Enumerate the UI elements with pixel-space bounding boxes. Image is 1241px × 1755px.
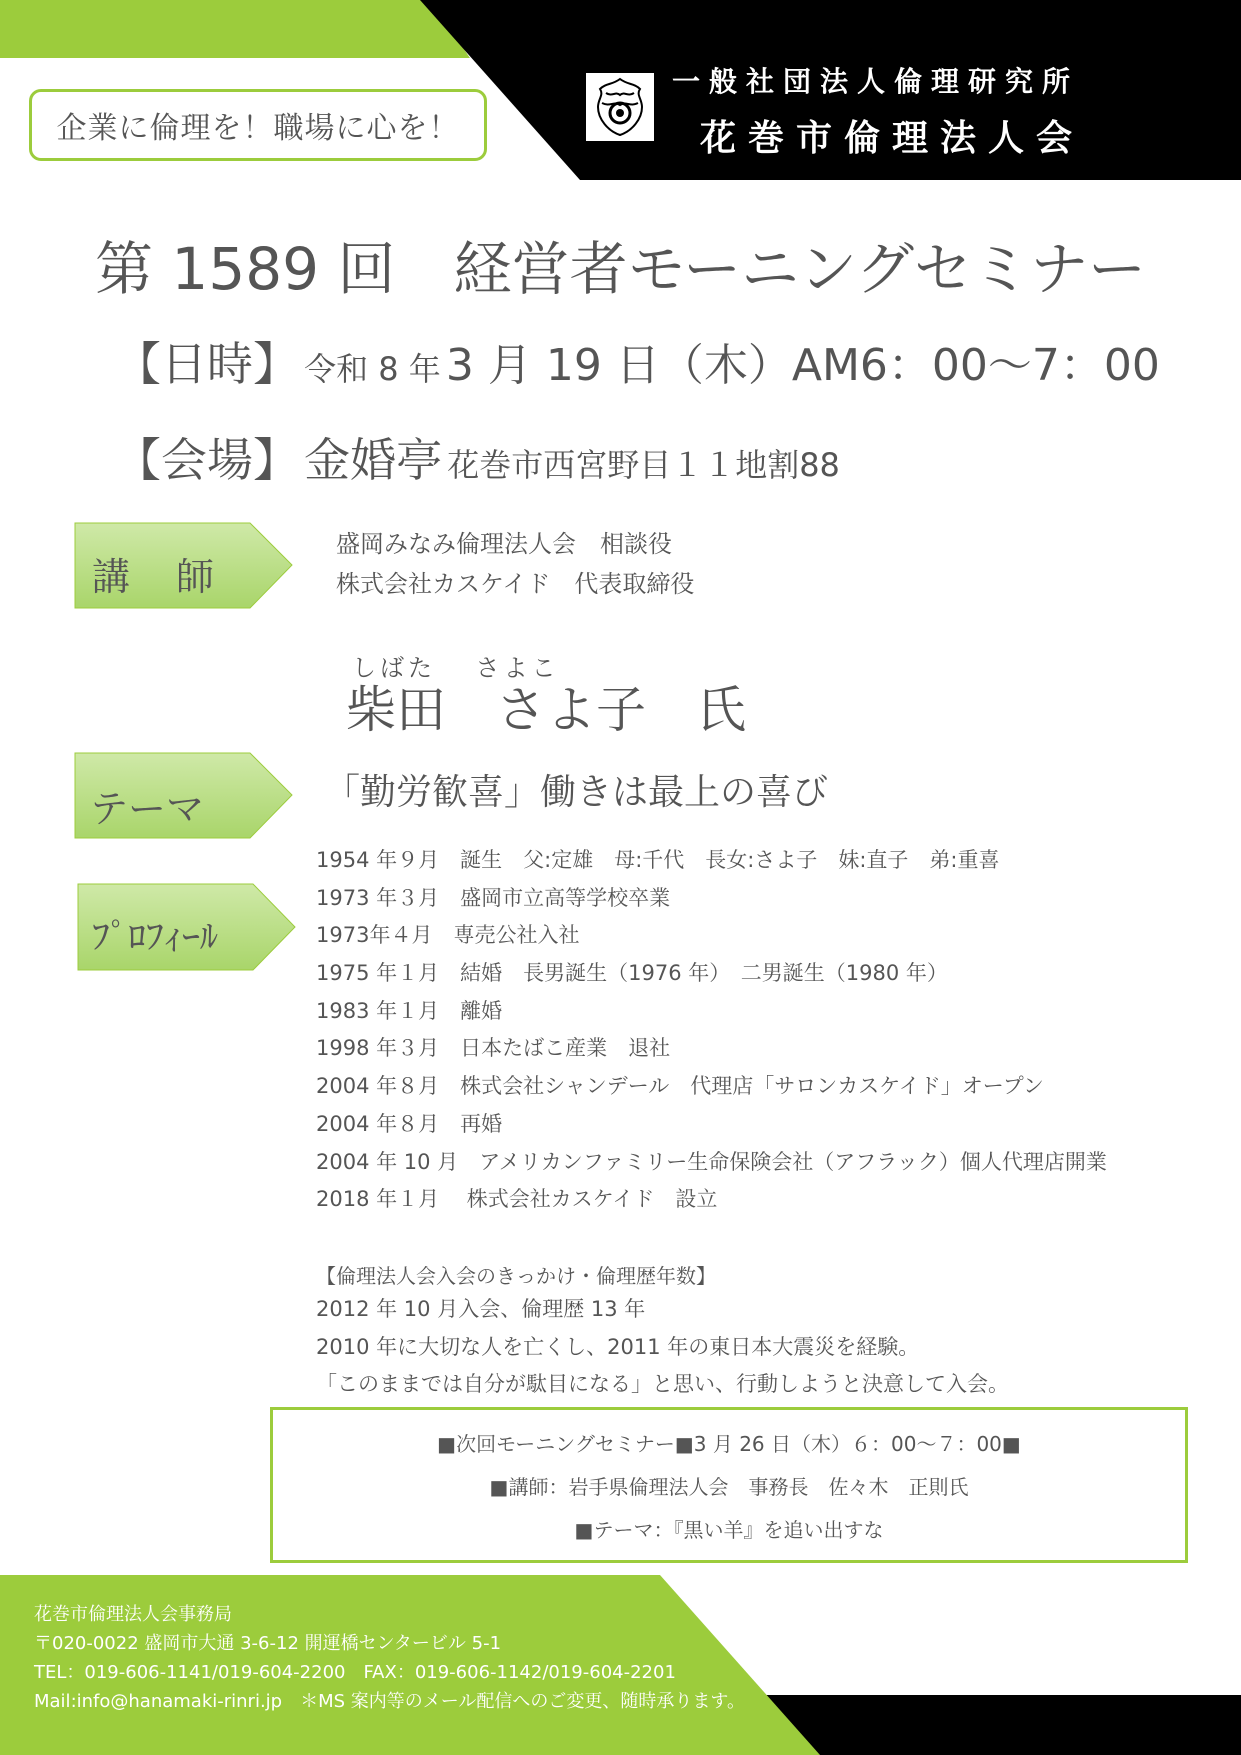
datetime-era: 令和 8 年 <box>304 350 441 388</box>
speaker-name: 柴田 さよ子 氏 <box>346 681 746 739</box>
header-green-band <box>0 0 470 58</box>
footer-address: 〒020-0022 盛岡市大通 3-6-12 開運橋センタービル 5-1 <box>34 1633 502 1654</box>
venue-label: 【会場】 <box>115 433 299 487</box>
profile-item: 1975 年１月 結婚 長男誕生（1976 年） 二男誕生（1980 年） <box>316 961 948 986</box>
membership-note-line: 「このままでは自分が駄目になる」と思い、行動しようと決意して入会。 <box>316 1372 1009 1396</box>
theme-text: 「勤労歓喜」働きは最上の喜び <box>324 772 829 813</box>
organization-subtitle: 一般社団法人倫理研究所 <box>672 65 1080 98</box>
profile-list <box>316 842 1107 1219</box>
profile-item: 1973年４月 専売公社入社 <box>316 923 580 948</box>
footer-phone: TEL：019-606-1141/019-604-2200 FAX：019-606-1142/019-604-2201 <box>34 1662 676 1683</box>
profile-item: 2004 年８月 再婚 <box>316 1111 503 1136</box>
slogan-text: 企業に倫理を！職場に心を！ <box>56 111 460 146</box>
datetime-label: 【日時】 <box>115 337 299 391</box>
profile-item: 2018 年１月 株式会社カスケイド 設立 <box>316 1187 718 1212</box>
speaker-name-ruby: しばた さよこ <box>352 654 560 682</box>
slogan-box <box>29 89 487 161</box>
organization-name: 花巻市倫理法人会 <box>700 118 1085 159</box>
next-seminar-theme: ■テーマ：『黒い羊』を追い出すな <box>574 1517 884 1542</box>
profile-item: 1998 年３月 日本たばこ産業 退社 <box>316 1036 671 1061</box>
venue-address: 花巻市西宮野目１１地割88 <box>447 446 840 484</box>
speaker-tag-label: 講 師 <box>92 555 219 599</box>
footer-mail: Mail:info@hanamaki-rinri.jp ＊MS 案内等のメール配信へのご変更、随時承ります。 <box>34 1691 745 1712</box>
next-seminar-speaker: ■講師：岩手県倫理法人会 事務長 佐々木 正則氏 <box>489 1474 969 1499</box>
footer-office: 花巻市倫理法人会事務局 <box>34 1604 232 1625</box>
next-seminar-date: ■次回モーニングセミナー■3 月 26 日（木）６：00～７：00■ <box>437 1431 1021 1456</box>
next-seminar-box <box>270 1407 1188 1563</box>
speaker-title-2: 株式会社カスケイド 代表取締役 <box>336 570 695 598</box>
theme-tag-label: テーマ <box>90 787 205 831</box>
profile-tag-label: ﾌﾟﾛﾌｨｰﾙ <box>92 917 218 958</box>
venue-row <box>115 424 840 490</box>
profile-item: 2004 年８月 株式会社シャンデール 代理店「サロンカスケイド」オープン <box>316 1074 1044 1099</box>
venue-name: 金婚亭 <box>304 433 443 487</box>
datetime-row <box>115 328 1160 394</box>
profile-item: 1973 年３月 盛岡市立高等学校卒業 <box>316 885 671 910</box>
membership-note-line: 2010 年に大切な人を亡くし、2011 年の東日本大震災を経験。 <box>316 1334 920 1359</box>
membership-note-line: 2012 年 10 月入会、倫理歴 13 年 <box>316 1297 646 1321</box>
datetime-value: 3 月 19 日（木）AM6：00～7：00 <box>445 340 1160 391</box>
page-title: 第 1589 回 経営者モーニングセミナー <box>95 235 1146 303</box>
membership-notes <box>316 1291 1009 1404</box>
speaker-title-1: 盛岡みなみ倫理法人会 相談役 <box>336 530 672 558</box>
emblem-logo-icon <box>586 73 654 141</box>
profile-item: 2004 年 10 月 アメリカンファミリー生命保険会社（アフラック）個人代理店開業 <box>316 1149 1107 1174</box>
membership-heading: 【倫理法人会入会のきっかけ・倫理歴年数】 <box>316 1264 716 1288</box>
footer-contact <box>34 1600 745 1716</box>
profile-item: 1983 年１月 離婚 <box>316 998 503 1023</box>
profile-item: 1954 年９月 誕生 父:定雄 母:千代 長女:さよ子 妹:直子 弟:重喜 <box>316 848 1000 872</box>
